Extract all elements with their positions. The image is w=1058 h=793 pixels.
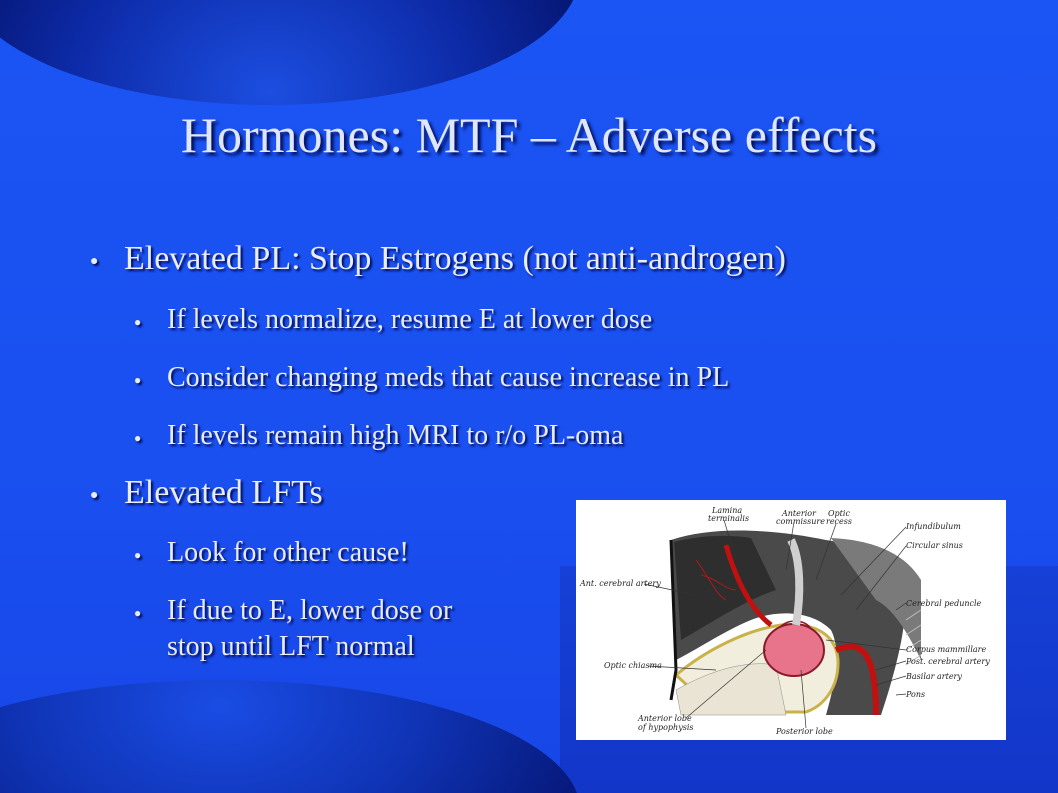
label-posterior-lobe: Posterior lobe xyxy=(776,727,833,736)
label-optic: Optic xyxy=(828,509,850,518)
sub-bullet-text: Consider changing meds that cause increase in PL xyxy=(167,362,730,393)
bullet-dot-icon: ● xyxy=(134,548,142,562)
bullet-dot-icon: ● xyxy=(90,488,99,503)
sub-bullet-text: If levels remain high MRI to r/o PL-oma xyxy=(167,420,624,451)
bullet-text: Elevated LFTs xyxy=(124,474,323,511)
label-lamina-2: terminalis xyxy=(708,514,750,523)
label-anterior-lobe: Anterior lobe xyxy=(638,714,692,723)
label-cerebral-peduncle: Cerebral peduncle xyxy=(906,599,982,608)
sub-bullet-text: Look for other cause! xyxy=(167,537,409,568)
bullet-dot-icon: ● xyxy=(134,315,142,329)
label-post-cerebral-artery: Post. cerebral artery xyxy=(906,657,990,666)
bullet-text: Elevated PL: Stop Estrogens (not anti-androgen) xyxy=(124,240,786,277)
label-anterior-lobe-2: of hypophysis xyxy=(638,723,694,732)
label-basilar-artery: Basilar artery xyxy=(906,672,962,681)
pituitary-diagram xyxy=(576,500,1006,740)
anatomy-figure xyxy=(576,500,1006,740)
bullet-dot-icon: ● xyxy=(134,373,142,387)
label-pons: Pons xyxy=(906,690,926,699)
label-anterior-2: commissure xyxy=(776,517,825,526)
bullet-dot-icon: ● xyxy=(134,606,142,620)
label-anterior: Anterior xyxy=(782,509,816,518)
slide-title: Hormones: MTF – Adverse effects xyxy=(180,107,878,163)
label-circular-sinus: Circular sinus xyxy=(906,541,963,550)
label-corpus-mammillare: Corpus mammillare xyxy=(906,645,987,654)
sub-bullet-text: If due to E, lower dose or xyxy=(167,595,453,626)
label-optic-2: recess xyxy=(826,517,852,526)
sub-bullet-text: If levels normalize, resume E at lower dose xyxy=(167,304,653,335)
bullet-dot-icon: ● xyxy=(90,254,99,269)
sub-bullet-text: stop until LFT normal xyxy=(167,631,415,662)
label-optic-chiasma: Optic chiasma xyxy=(604,661,662,670)
label-infundibulum: Infundibulum xyxy=(906,522,961,531)
bullet-dot-icon: ● xyxy=(134,431,142,445)
decorative-arc-top xyxy=(0,0,580,105)
decorative-arc-bottom xyxy=(0,680,580,793)
label-ant-cerebral-artery: Ant. cerebral artery xyxy=(580,579,661,588)
label-lamina: Lamina xyxy=(712,506,743,515)
